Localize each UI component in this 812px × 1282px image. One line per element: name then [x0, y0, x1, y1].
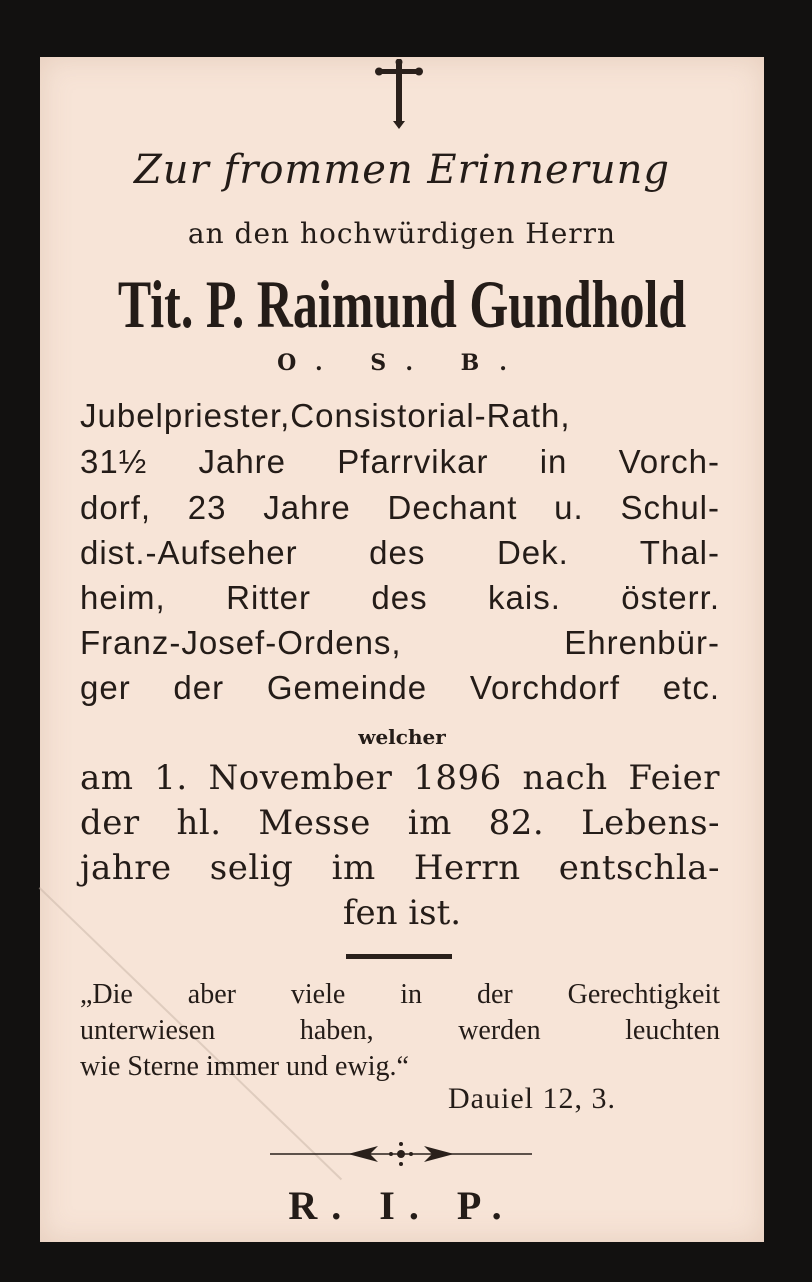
death-line: jahre selig im Herrn entschla- [80, 848, 720, 888]
bio-line: heim, Ritter des kais. österr. [80, 579, 720, 616]
memorial-card [40, 57, 764, 1242]
rip-inscription: R. I. P. [288, 1183, 516, 1228]
welcher-label: welcher [358, 725, 446, 749]
intro-heading: Zur frommen Erinnerung [134, 147, 670, 193]
quote-line: wie Sterne immer und ewig.“ [80, 1051, 409, 1082]
scripture-reference: Dauiel 12, 3. [448, 1082, 616, 1115]
order-abbreviation: O. S. B. [277, 350, 527, 376]
quote-line: „Die aber viele in der Gerechtigkeit [80, 979, 720, 1010]
bio-line: Jubelpriester,Consistorial-Rath, [80, 397, 571, 434]
bio-line: dorf, 23 Jahre Dechant u. Schul- [80, 489, 720, 526]
death-line: am 1. November 1896 nach Feier [80, 758, 720, 798]
cross-icon [373, 59, 425, 131]
bio-line: dist.-Aufseher des Dek. Thal- [80, 534, 720, 571]
bio-line: Franz-Josef-Ordens, Ehrenbür- [80, 624, 720, 661]
dedication-line: an den hochwürdigen Herrn [187, 217, 617, 250]
death-line: der hl. Messe im 82. Lebens- [80, 803, 720, 843]
quote-line: unterwiesen haben, werden leuchten [80, 1015, 720, 1046]
divider-rule [346, 954, 452, 959]
bio-line: ger der Gemeinde Vorchdorf etc. [80, 669, 720, 706]
bio-line: 31½ Jahre Pfarrvikar in Vorch- [80, 443, 720, 480]
deceased-name: Tit. P. Raimund Gundhold [117, 266, 687, 342]
ornament-icon [270, 1137, 532, 1171]
death-line-end: fen ist. [342, 893, 462, 933]
